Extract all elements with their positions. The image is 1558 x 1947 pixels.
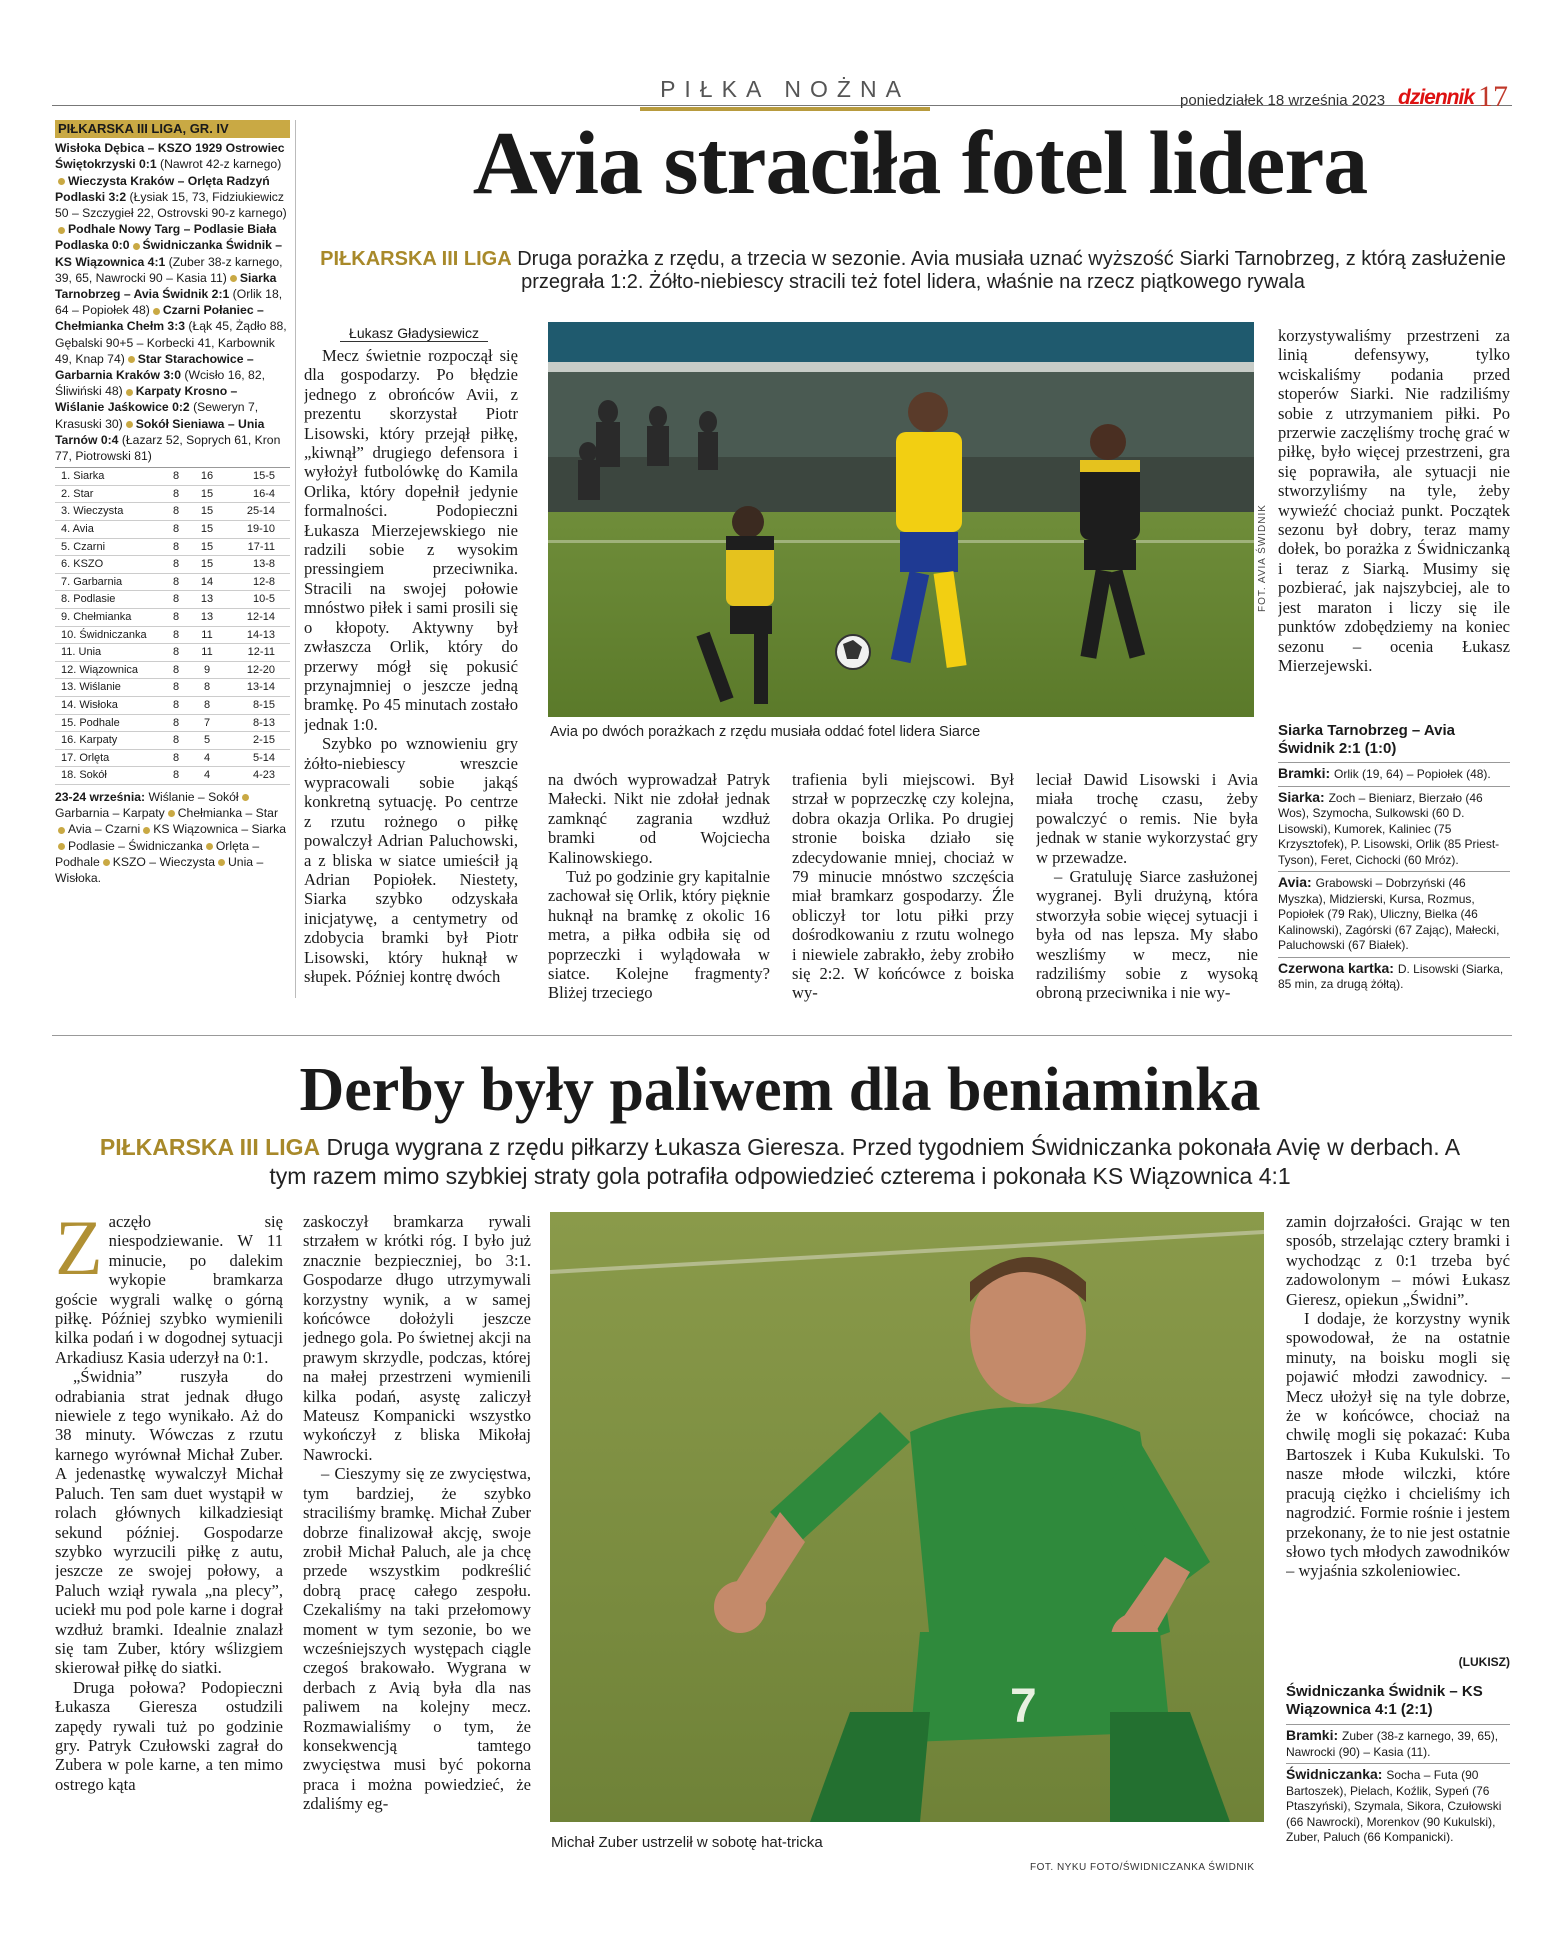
match-box-title: Siarka Tarnobrzeg – Avia Świdnik 2:1 (1:0) [1278, 722, 1456, 757]
issue-date: poniedziałek 18 września 2023 [1180, 92, 1386, 109]
standings-played: 8 [172, 523, 180, 536]
table-row [55, 750, 290, 768]
standings-played: 8 [172, 663, 180, 676]
standings-points: 13 [200, 611, 214, 624]
standings-team: 13. Wiślanie [61, 681, 121, 694]
table-row [55, 468, 290, 486]
standings-points: 13 [200, 593, 214, 606]
standings-played: 8 [172, 540, 180, 553]
table-row [55, 732, 290, 750]
newspaper-logo: dziennik [1398, 86, 1475, 109]
article1-photo [548, 322, 1254, 717]
standings-goals: 16-4 [252, 487, 275, 500]
standings-team: 16. Karpaty [61, 734, 118, 747]
drop-cap: Z [55, 1212, 103, 1291]
standings-goals: 19-10 [246, 523, 275, 536]
standings-goals: 15-5 [252, 470, 275, 483]
standings-points: 8 [203, 698, 211, 711]
standings-played: 8 [172, 769, 180, 782]
article1-photo-caption: Avia po dwóch porażkach z rzędu musiała oddać fotel lidera Siarce [550, 724, 981, 740]
standings-goals: 12-8 [252, 575, 275, 588]
standings-team: 15. Podhale [61, 716, 120, 729]
standings-goals: 14-13 [246, 628, 275, 641]
table-row [55, 662, 290, 680]
standings-table [55, 467, 290, 785]
standings-goals: 25-14 [246, 505, 275, 518]
celebrating-player-photo [550, 1212, 1264, 1822]
entry-text: Orlik (19, 64) – Popiołek (48). [1334, 767, 1491, 781]
page-number: 17 [1478, 80, 1508, 113]
article2-photo-caption: Michał Zuber ustrzelił w sobotę hat-tricka [551, 1834, 823, 1851]
article1-match-box [1278, 722, 1510, 996]
standings-points: 15 [200, 487, 214, 500]
table-row [55, 679, 290, 697]
article1-lead-text: Druga porażka z rzędu, a trzecia w sezonie. Avia musiała uznać wyższość Siarki Tarnobrzeg, z którą zasłużenie przegrała 1:2. Żółto-niebiescy stracili też fotel lidera, właśnie na rzecz piątkowego rywala [517, 248, 1506, 293]
standings-played: 8 [172, 681, 180, 694]
football-match-photo [548, 322, 1254, 717]
entry-text: Grabowski – Dobrzyński (46 Myszka), Midzierski, Kursa, Rozmus, Popiołek (79 Rak), Uliczny, Bielka (46 Kalinowski), Zagórski (67 Zając), Małecki, Paluchowski (67 Białek). [1278, 876, 1500, 952]
standings-team: 11. Unia [61, 646, 102, 659]
table-row [55, 539, 290, 557]
standings-team: 12. Wiązownica [61, 663, 139, 676]
match-box-entry [1278, 762, 1510, 786]
standings-played: 8 [172, 751, 180, 764]
standings-team: 2. Star [61, 487, 94, 500]
standings-goals: 12-11 [247, 646, 275, 659]
standings-team: 1. Siarka [61, 470, 105, 483]
entry-label: Siarka: [1278, 788, 1329, 805]
article1-column-1: Mecz świetnie rozpoczął się dla gospodarzy. Po błędzie jednego z obrońców Avii, z prezentu skorzystał Piotr Lisowski, który przejął piłkę, „kiwnął” drugiego defensora i wyłożył futbolówkę do Kamila Orlika, który dopełnił jedynie formalności. Podopieczni Łukasza Mierzejewskiego nie radzili sobie z wysokim pressingiem przeciwnika. Stracili na swojej połowie mnóstwo piłek i sami prosili się o kłopoty. Aktywny był zwłaszcza Orlik, który do przerwy mógł się pokusić przynajmniej o jeszcze jedną bramkę. Po 45 minutach zostało jednak 1:0. Szybko po wznowieniu gry żółto-niebiescy wreszcie wypracowali sobie jakąś konkretną sytuację. Po centrze z rzutu rożnego o piłkę powalczył Adrian Paluchowski, a z bliska w siatce umieścił ją Adrian Popiołek. Niestety, Siarka szybko odzyskała inicjatywę, a centymetry od zdobycia bramki był Piotr Lisowski, który huknął w słupek. Później kontrę dwóch [304, 346, 518, 986]
table-row [55, 503, 290, 521]
next-round: 23-24 września: Wiślanie – SokółGarbarnia – Karpaty Chełmianka – StarAvia – Czarni KS Wiązownica – SiarkaPodlasie – Świdniczanka Orlęta – Podhale KSZO – Wieczysta Unia – Wisłoka. [55, 789, 287, 885]
table-row [55, 644, 290, 662]
standings-played: 8 [172, 593, 180, 606]
table-row [55, 486, 290, 504]
standings-team: 14. Wisłoka [61, 698, 118, 711]
standings-goals: 5-14 [252, 751, 275, 764]
standings-played: 8 [172, 716, 180, 729]
standings-played: 8 [172, 558, 180, 571]
entry-text: Zuber (38-z karnego, 39, 65), Nawrocki (90) – Kasia (11). [1286, 1729, 1499, 1759]
match-box-entries [1286, 1724, 1510, 1849]
article1-photo-credit: FOT. AVIA ŚWIDNIK [1257, 504, 1268, 612]
article1-column-2: na dwóch wyprowadzał Patryk Małecki. Nikt nie zdołał jednak zamknąć zagrania wzdłuż bramki od Wojciecha Kalinowskiego. Tuż po godzinie gry kapitalnie zachował się Orlik, który pięknie huknął na bramkę z okolic 16 metra, a piłka odbiła się od poprzeczki i wylądowała w siatce. Kolejne fragmenty? Bliżej trzeciego [548, 770, 770, 1003]
standings-goals: 2-15 [252, 734, 275, 747]
entry-label: Świdniczanka: [1286, 1766, 1387, 1782]
match-box-title: Świdniczanka Świdnik – KS Wiązownica 4:1 (2:1) [1286, 1683, 1483, 1718]
standings-points: 15 [200, 505, 214, 518]
standings-points: 15 [200, 540, 214, 553]
standings-team: 17. Orlęta [61, 751, 110, 764]
standings-points: 4 [203, 751, 211, 764]
article2-signature: (LUKISZ) [1458, 1655, 1510, 1669]
entry-text: Socha – Futa (90 Bartoszek), Pielach, Koźlik, Sypeń (76 Ptaszyński), Szymala, Sikora, Czułowski (66 Nawrocki), Morenkov (90 Kukulski), Zuber, Paluch (66 Kompanicki). [1286, 1768, 1502, 1844]
table-row [55, 767, 290, 785]
article2-headline: Derby były paliwem dla beniaminka [299, 1056, 1261, 1124]
standings-played: 8 [172, 470, 180, 483]
standings-played: 8 [172, 734, 180, 747]
article2-photo [550, 1212, 1264, 1822]
article2-kicker: PIŁKARSKA III LIGA [99, 1134, 321, 1160]
standings-team: 3. Wieczysta [61, 505, 124, 518]
table-row [55, 715, 290, 733]
standings-team: 5. Czarni [61, 540, 106, 553]
standings-team: 9. Chełmianka [61, 611, 132, 624]
table-row [55, 627, 290, 645]
standings-goals: 4-23 [252, 769, 275, 782]
table-row [55, 521, 290, 539]
match-box-entry [1278, 786, 1510, 872]
match-box-entry [1286, 1763, 1510, 1849]
match-box-entry [1278, 871, 1510, 957]
standings-points: 15 [200, 523, 214, 536]
article1-lead [318, 248, 1508, 294]
standings-played: 8 [172, 575, 180, 588]
standings-points: 8 [203, 681, 211, 694]
entry-text: D. Lisowski (Siarka, 85 min, za drugą żółtą). [1278, 961, 1504, 991]
section-underline [640, 107, 930, 111]
standings-goals: 10-5 [252, 593, 275, 606]
standings-points: 16 [200, 470, 214, 483]
table-row [55, 574, 290, 592]
standings-points: 11 [201, 646, 213, 659]
entry-label: Avia: [1278, 874, 1316, 890]
match-results: Wisłoka Dębica – KSZO 1929 Ostrowiec Świętokrzyski 0:1 (Nawrot 42-z karnego)Wieczysta Kraków – Orlęta Radzyń Podlaski 3:2 (Łysiak 15, 73, Fidziukiewicz 50 – Szczygieł 22, Ostrovski 90-z karnego)Podhale Nowy Targ – Podlasie Biała Podlaska 0:0 Świdniczanka Świdnik – KS Wiązownica 4:1 (Zuber 38-z karnego, 39, 65, Nawrocki 90 – Kasia 11) Siarka Tarnobrzeg – Avia Świdnik 2:1 (Orlik 18, 64 – Popiołek 48) Czarni Połaniec – Chełmianka Chełm 3:3 (Łąk 45, Żądło 88, Gębalski 90+5 – Korbecki 41, Karbownik 49, Knap 74) Star Starachowice – Garbarnia Kraków 3:0 (Wcisło 16, 82, Śliwiński 48) Karpaty Krosno – Wiślanie Jaśkowice 0:2 (Seweryn 7, Krasuski 30) Sokół Sieniawa – Unia Tarnów 0:4 (Łazarz 52, Soprych 61, Kron 77, Piotrowski 81) [55, 141, 287, 464]
standings-points: 14 [200, 575, 214, 588]
article1-column-5: korzystywaliśmy przestrzeni za linią defensywy, tylko wciskaliśmy podania przed stoperów Siarki. Nie radziliśmy sobie z utrzymaniem piłki. Po przerwie zaczęliśmy trochę grać w piłkę, było więcej przestrzeni, gra się poprawiła, ale sytuacji nie stworzyliśmy na tyle, żeby wywieźć chociaż punkt. Początek sezonu był dobry, teraz mamy dołek, bo porażka z Świdniczanką i teraz z Siarką. Musimy się pozbierać, jak najszybciej, ale to jest maraton i liczy się ile punktów zdobędziemy na koniec sezonu – ocenia Łukasz Mierzejewski. [1278, 326, 1510, 675]
article1-column-3: trafienia byli miejscowi. Był strzał w poprzeczkę czy kolejna, dobra okazja Orlika. Po drugiej stronie boiska działo się zdecydowanie mniej, chociaż w 79 minucie mnóstwo szczęścia miał bramkarz gospodarzy. Źle obliczył tor lotu piłki przy dośrodkowaniu z rzutu wolnego i niewiele zabrakło, żeby zrobiło się 2:2. W końcówce z boiska wy- [792, 770, 1014, 1003]
article1-headline: Avia straciła fotel lidera [472, 114, 1368, 213]
standings-played: 8 [172, 487, 180, 500]
standings-points: 7 [203, 716, 211, 729]
standings-points: 15 [200, 558, 214, 571]
article1-author: Łukasz Gładysiewicz [340, 325, 488, 342]
standings-points: 9 [203, 663, 211, 676]
table-row [55, 556, 290, 574]
standings-team: 7. Garbarnia [61, 575, 123, 588]
standings-points: 5 [203, 734, 211, 747]
entry-text: Zoch – Bieniarz, Bierzało (46 Wos), Szymocha, Sulkowski (60 D. Lisowski), Kumorek, Kaliniec (75 Krzysztofek), P. Lisowski, Orlik (85 Priest-Tyson), Feret, Cichocki (60 Mróz). [1278, 790, 1500, 867]
table-row [55, 591, 290, 609]
standings-points: 4 [203, 769, 211, 782]
match-box-entries [1278, 762, 1510, 996]
section-title: PIŁKA NOŻNA [660, 76, 910, 102]
standings-goals: 13-14 [246, 681, 275, 694]
standings-played: 8 [172, 628, 180, 641]
svg-text:7: 7 [1010, 1680, 1037, 1733]
standings-goals: 8-15 [252, 698, 275, 711]
article2-column-2: zaskoczył bramkarza rywali strzałem w krótki róg. I było już znacznie bezpieczniej, bo 3:1. Gospodarze długo utrzymywali korzystny wynik, a w samej końcówce dołożyli jeszcze jednego gola. Po świetnej akcji na prawym skrzydle, podczas, której na małej przestrzeni wymienili kilka podań, asystę zaliczył Mateusz Kompanicki wszystko wykończył z bliska Mikołaj Nawrocki. – Cieszymy się ze zwycięstwa, tym bardziej, że szybko straciliśmy bramkę. Michał Zuber dobrze finalizował akcję, swoje zrobił Michał Paluch, ale ja chcę przede wszystkim podkreślić dobrą pracę całego zespołu. Czekaliśmy na taki przełomowy moment w tym sezonie, bo we wcześniejszych występach ciągle czegoś brakowało. Wygrana w derbach z Avią była dla nas paliwem na kolejny mecz. Rozmawialiśmy o tym, że konsekwencją tamtego zwycięstwa musi być pokorna praca i można powiedzieć, że zdaliśmy eg- [303, 1212, 531, 1814]
standings-goals: 13-8 [252, 558, 275, 571]
standings-goals: 17-11 [247, 540, 275, 553]
standings-team: 10. Świdniczanka [61, 628, 147, 641]
standings-goals: 12-20 [246, 663, 275, 676]
standings-team: 18. Sokół [61, 769, 107, 782]
match-box-entry [1278, 957, 1510, 996]
column-divider [295, 120, 296, 998]
standings-goals: 8-13 [252, 716, 275, 729]
standings-played: 8 [172, 698, 180, 711]
standings-team: 6. KSZO [61, 558, 104, 571]
entry-label: Czerwona kartka: [1278, 959, 1398, 976]
league-title: PIŁKARSKA III LIGA, GR. IV [55, 120, 290, 138]
article-divider [52, 1035, 1512, 1036]
standings-team: 4. Avia [61, 523, 94, 536]
article1-kicker: PIŁKARSKA III LIGA [320, 248, 512, 270]
table-row [55, 697, 290, 715]
league-results-column [55, 120, 290, 886]
standings-team: 8. Podlasie [61, 593, 116, 606]
entry-label: Bramki: [1286, 1727, 1343, 1743]
standings-points: 11 [201, 628, 213, 641]
article2-photo-credit: FOT. NYKU FOTO/ŚWIDNICZANKA ŚWIDNIK [1030, 1862, 1255, 1873]
article1-column-4: leciał Dawid Lisowski i Avia miała trochę czasu, żeby powalczyć o remis. Nie była jednak w stanie wykorzystać gry w przewadze. – Gratuluję Siarce zasłużonej wygranej. Byli drużyną, która stworzyła sobie więcej sytuacji i była od nas lepsza. My słabo weszliśmy w mecz, nie radziliśmy sobie z wysoką obroną przeciwnika i nie wy- [1036, 770, 1258, 1003]
article2-column-1: Zaczęło się niespodziewanie. W 11 minucie, po dalekim wykopie bramkarza goście wygrali walkę o górną piłkę. Później szybko wymienili kilka podań i w dogodnej sytuacji Arkadiusz Kasia uderzył na 0:1. „Świdnia” ruszyła do odrabiania strat jednak długo niewiele z tego wynikało. Aż do 38 minuty. Wówczas z rzutu karnego wyrównał Michał Zuber. A jedenastkę wywalczył Michał Paluch. Ten sam duet wystąpił w rolach głównych kilkadziesiąt sekund później. Gospodarze szybko wyrzucili piłkę z autu, jeszcze ze swojej połowy, a Paluch wziął rywala „na plecy”, uciekł mu pod pole karne i dograł wzdłuż bramki. Idealnie znalazł się tam Zuber, który wślizgiem skierował piłkę do siatki. Druga połowa? Podopieczni Łukasza Gieresza ostudzili zapędy rywali tuż po godzinie gry. Patryk Czułowski zagrał do Zubera w pole karne, a ten mimo ostrego kąta [55, 1212, 283, 1794]
table-row [55, 609, 290, 627]
article2-lead-text: Druga wygrana z rzędu piłkarzy Łukasza Gieresza. Przed tygodniem Świdniczanka pokonała Avię w derbach. A tym razem mimo szybkiej straty gola potrafiła odpowiedzieć czterema i pokonała KS Wiązownica 4:1 [269, 1134, 1461, 1189]
standings-goals: 12-14 [246, 611, 275, 624]
entry-label: Bramki: [1278, 765, 1335, 781]
standings-played: 8 [172, 505, 180, 518]
match-box-entry [1286, 1724, 1510, 1763]
standings-played: 8 [172, 611, 180, 624]
article2-match-box [1286, 1683, 1510, 1849]
standings-played: 8 [172, 646, 180, 659]
article2-column-3: zamin dojrzałości. Grając w ten sposób, strzelając cztery bramki i wychodząc z 0:1 trzeba być zadowolonym – mówi Łukasz Gieresz, opiekun „Świdni”. I dodaje, że korzystny wynik spowodował, że na ostatnie minuty, na boisku mogli się pojawić młodzi zawodnicy. – Mecz ułożył się na tyle dobrze, że w końcówce, chociaż na chwilę mogli się pokazać: Kuba Bartoszek i Kuba Kukulski. To nasze młode wilczki, które pracują ciężko i chcieliśmy ich nagrodzić. Formie rośnie i jestem przekonany, że to nie jest ostatnie słowo tych młodych zawodników – wyjaśnia szkoleniowiec. [1286, 1212, 1510, 1581]
article2-lead [80, 1133, 1480, 1191]
